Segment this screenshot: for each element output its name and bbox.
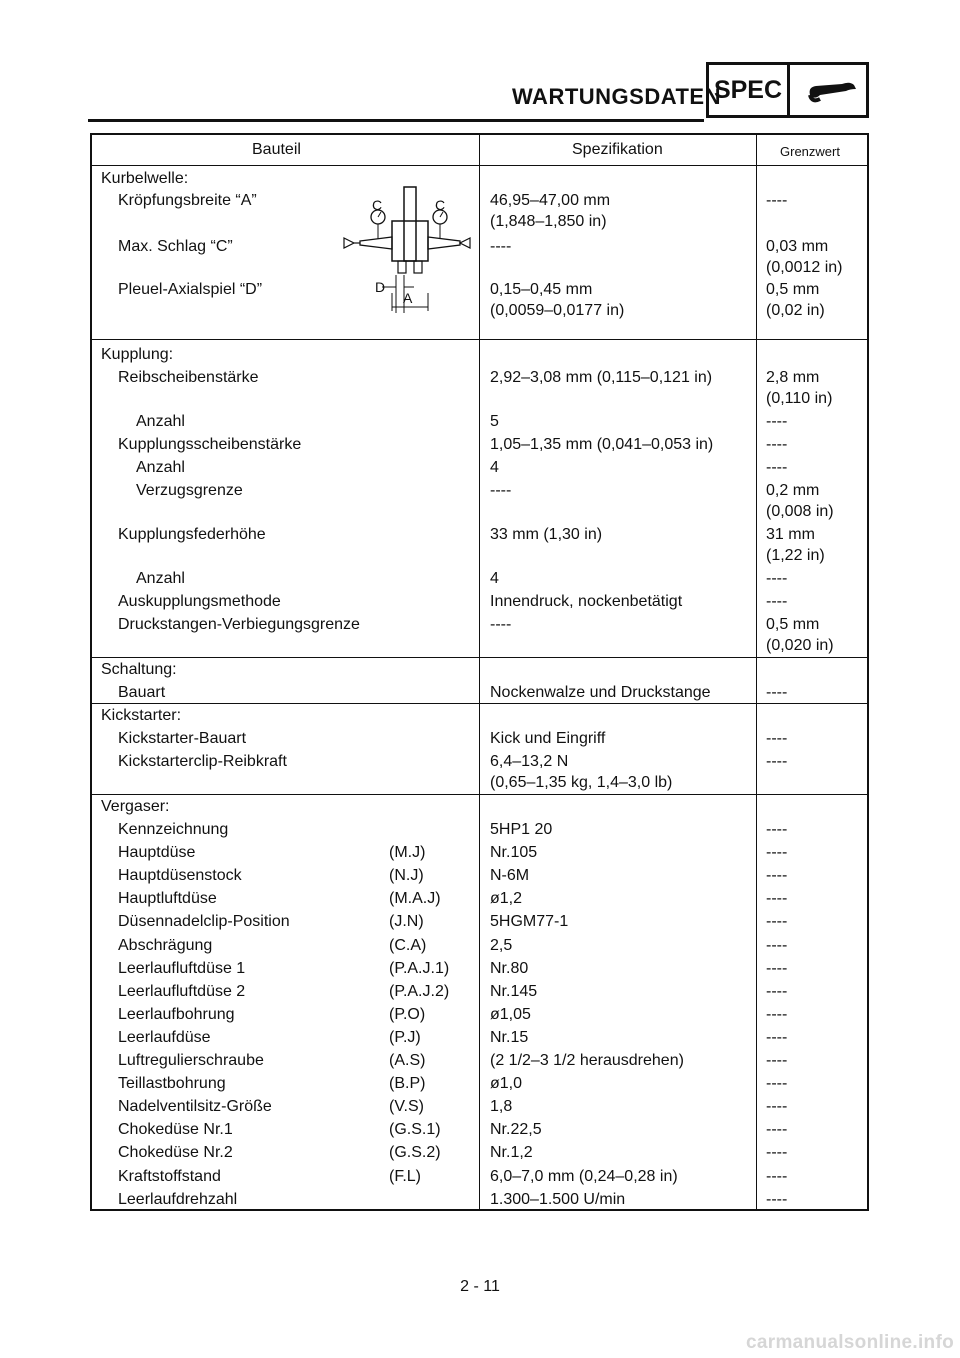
row-label: Hauptluftdüse <box>118 890 217 907</box>
row-limit: ---- <box>766 890 788 907</box>
wrench-icon <box>790 65 866 115</box>
row-spec-imperial: (1,848–1,850 in) <box>490 213 607 230</box>
row-spec: (2 1/2–3 1/2 herausdrehen) <box>490 1052 684 1069</box>
row-limit-imperial: (0,110 in) <box>766 390 833 407</box>
section-heading-carburetor: Vergaser: <box>101 798 170 815</box>
row-limit: ---- <box>766 459 788 476</box>
row-label: Druckstangen-Verbiegungsgrenze <box>118 616 360 633</box>
row-limit-imperial: (1,22 in) <box>766 547 825 564</box>
row-limit-imperial: (0,020 in) <box>766 637 834 654</box>
row-label: Leerlaufdrehzahl <box>118 1191 238 1208</box>
row-spec: ---- <box>490 238 512 255</box>
section-heading-clutch: Kupplung: <box>101 346 174 363</box>
diagram-label-c-right: C <box>435 197 446 213</box>
row-code: (P.O) <box>389 1006 426 1023</box>
row-limit: ---- <box>766 867 788 884</box>
row-label: Hauptdüse <box>118 844 196 861</box>
row-label: Luftregulierschraube <box>118 1052 264 1069</box>
row-spec: 2,5 <box>490 937 513 954</box>
row-limit-imperial: (0,0012 in) <box>766 259 843 276</box>
column-header-limit: Grenzwert <box>780 144 840 159</box>
row-code: (F.L) <box>389 1168 421 1185</box>
row-limit: ---- <box>766 1191 788 1208</box>
row-spec: N-6M <box>490 867 530 884</box>
row-label: Anzahl <box>136 570 185 587</box>
row-spec-imperial: (0,0059–0,0177 in) <box>490 302 625 319</box>
page-title: WARTUNGSDATEN <box>512 84 721 109</box>
row-limit: ---- <box>766 1029 788 1046</box>
row-spec: ø1,05 <box>490 1006 531 1023</box>
row-label: Nadelventilsitz-Größe <box>118 1098 272 1115</box>
row-limit: 0,5 mm <box>766 616 820 633</box>
row-code: (V.S) <box>389 1098 424 1115</box>
row-limit: 0,03 mm <box>766 238 829 255</box>
column-header-spec: Spezifikation <box>572 141 663 158</box>
row-label: Anzahl <box>136 459 185 476</box>
row-spec: Nr.22,5 <box>490 1121 542 1138</box>
row-label: Leerlaufbohrung <box>118 1006 235 1023</box>
row-limit: ---- <box>766 730 788 747</box>
row-label: Auskupplungsmethode <box>118 593 281 610</box>
row-label: Leerlaufdüse <box>118 1029 211 1046</box>
row-spec: ---- <box>490 616 512 633</box>
row-spec: 1,05–1,35 mm (0,041–0,053 in) <box>490 436 714 453</box>
page-number: 2 - 11 <box>460 1278 500 1295</box>
row-code: (P.A.J.2) <box>389 983 450 1000</box>
row-label: Chokedüse Nr.2 <box>118 1144 233 1161</box>
row-code: (P.A.J.1) <box>389 960 450 977</box>
section-heading-crankshaft: Kurbelwelle: <box>101 170 189 187</box>
watermark: carmanualsonline.info <box>746 1332 954 1353</box>
row-limit: 2,8 mm <box>766 369 820 386</box>
row-limit: ---- <box>766 1144 788 1161</box>
row-spec: 5 <box>490 413 499 430</box>
row-limit-imperial: (0,008 in) <box>766 503 834 520</box>
row-spec: ø1,2 <box>490 890 523 907</box>
row-label: Chokedüse Nr.1 <box>118 1121 233 1138</box>
row-spec: 1,8 <box>490 1098 513 1115</box>
row-code: (A.S) <box>389 1052 426 1069</box>
tool-box <box>787 62 869 118</box>
row-limit: ---- <box>766 960 788 977</box>
row-code: (G.S.2) <box>389 1144 441 1161</box>
spec-badge: SPEC <box>706 62 790 118</box>
row-limit: ---- <box>766 844 788 861</box>
section-heading-shift: Schaltung: <box>101 661 177 678</box>
diagram-label-d: D <box>375 279 386 295</box>
row-limit: ---- <box>766 593 788 610</box>
row-code: (M.J) <box>389 844 426 861</box>
row-label: Max. Schlag “C” <box>118 238 233 255</box>
row-spec: 4 <box>490 570 499 587</box>
row-spec: Nr.15 <box>490 1029 529 1046</box>
row-limit: ---- <box>766 1052 788 1069</box>
row-spec: Innendruck, nockenbetätigt <box>490 593 683 610</box>
row-code: (C.A) <box>389 937 427 954</box>
row-spec: 1.300–1.500 U/min <box>490 1191 626 1208</box>
row-label: Hauptdüsenstock <box>118 867 242 884</box>
row-spec: 5HGM77-1 <box>490 913 569 930</box>
row-limit: 0,2 mm <box>766 482 820 499</box>
row-limit: 0,5 mm <box>766 281 820 298</box>
row-label: Reibscheibenstärke <box>118 369 259 386</box>
row-spec: 0,15–0,45 mm <box>490 281 593 298</box>
row-limit: 31 mm <box>766 526 815 543</box>
row-label: Kennzeichnung <box>118 821 229 838</box>
row-label: Kickstarter-Bauart <box>118 730 247 747</box>
row-code: (G.S.1) <box>389 1121 441 1138</box>
row-limit: ---- <box>766 413 788 430</box>
row-label: Pleuel-Axialspiel “D” <box>118 281 263 298</box>
spec-table <box>90 133 869 1211</box>
row-label: Teillastbohrung <box>118 1075 226 1092</box>
row-spec: 2,92–3,08 mm (0,115–0,121 in) <box>490 369 713 386</box>
row-spec: Kick und Eingriff <box>490 730 606 747</box>
row-limit: ---- <box>766 1168 788 1185</box>
row-spec: 6,4–13,2 N <box>490 753 569 770</box>
row-code: (J.N) <box>389 913 424 930</box>
row-limit: ---- <box>766 1121 788 1138</box>
row-label: Leerlaufluftdüse 2 <box>118 983 246 1000</box>
row-label: Kickstarterclip-Reibkraft <box>118 753 287 770</box>
diagram-label-a: A <box>403 290 413 306</box>
row-limit-imperial: (0,02 in) <box>766 302 825 319</box>
row-label: Abschrägung <box>118 937 213 954</box>
row-label: Bauart <box>118 684 166 701</box>
row-limit: ---- <box>766 1075 788 1092</box>
row-spec: 33 mm (1,30 in) <box>490 526 603 543</box>
row-limit: ---- <box>766 570 788 587</box>
row-code: (N.J) <box>389 867 424 884</box>
row-code: (M.A.J) <box>389 890 441 907</box>
row-code: (B.P) <box>389 1075 426 1092</box>
row-limit: ---- <box>766 753 788 770</box>
row-spec: 46,95–47,00 mm <box>490 192 611 209</box>
row-label: Düsennadelclip-Position <box>118 913 290 930</box>
row-label: Kraftstoffstand <box>118 1168 221 1185</box>
row-spec: Nr.1,2 <box>490 1144 533 1161</box>
row-limit: ---- <box>766 436 788 453</box>
column-header-component: Bauteil <box>252 141 301 158</box>
row-spec: 4 <box>490 459 499 476</box>
row-limit: ---- <box>766 192 788 209</box>
row-label: Leerlaufluftdüse 1 <box>118 960 246 977</box>
row-limit: ---- <box>766 913 788 930</box>
header-rule <box>88 119 704 122</box>
row-label: Kröpfungsbreite “A” <box>118 192 257 209</box>
row-spec: Nr.145 <box>490 983 538 1000</box>
row-spec: Nockenwalze und Druckstange <box>490 684 711 701</box>
row-label: Kupplungsfederhöhe <box>118 526 266 543</box>
diagram-label-c-left: C <box>372 197 383 213</box>
row-spec: 5HP1 20 <box>490 821 553 838</box>
row-limit: ---- <box>766 983 788 1000</box>
row-spec: Nr.105 <box>490 844 538 861</box>
row-limit: ---- <box>766 937 788 954</box>
row-limit: ---- <box>766 821 788 838</box>
row-label: Anzahl <box>136 413 185 430</box>
row-label: Kupplungsscheibenstärke <box>118 436 302 453</box>
row-code: (P.J) <box>389 1029 421 1046</box>
row-spec: Nr.80 <box>490 960 529 977</box>
row-limit: ---- <box>766 1006 788 1023</box>
row-spec: ø1,0 <box>490 1075 523 1092</box>
section-heading-kickstarter: Kickstarter: <box>101 707 182 724</box>
row-label: Verzugsgrenze <box>136 482 243 499</box>
row-spec: ---- <box>490 482 512 499</box>
row-limit: ---- <box>766 684 788 701</box>
row-limit: ---- <box>766 1098 788 1115</box>
row-spec: 6,0–7,0 mm (0,24–0,28 in) <box>490 1168 678 1185</box>
row-spec-imperial: (0,65–1,35 kg, 1,4–3,0 lb) <box>490 774 673 791</box>
